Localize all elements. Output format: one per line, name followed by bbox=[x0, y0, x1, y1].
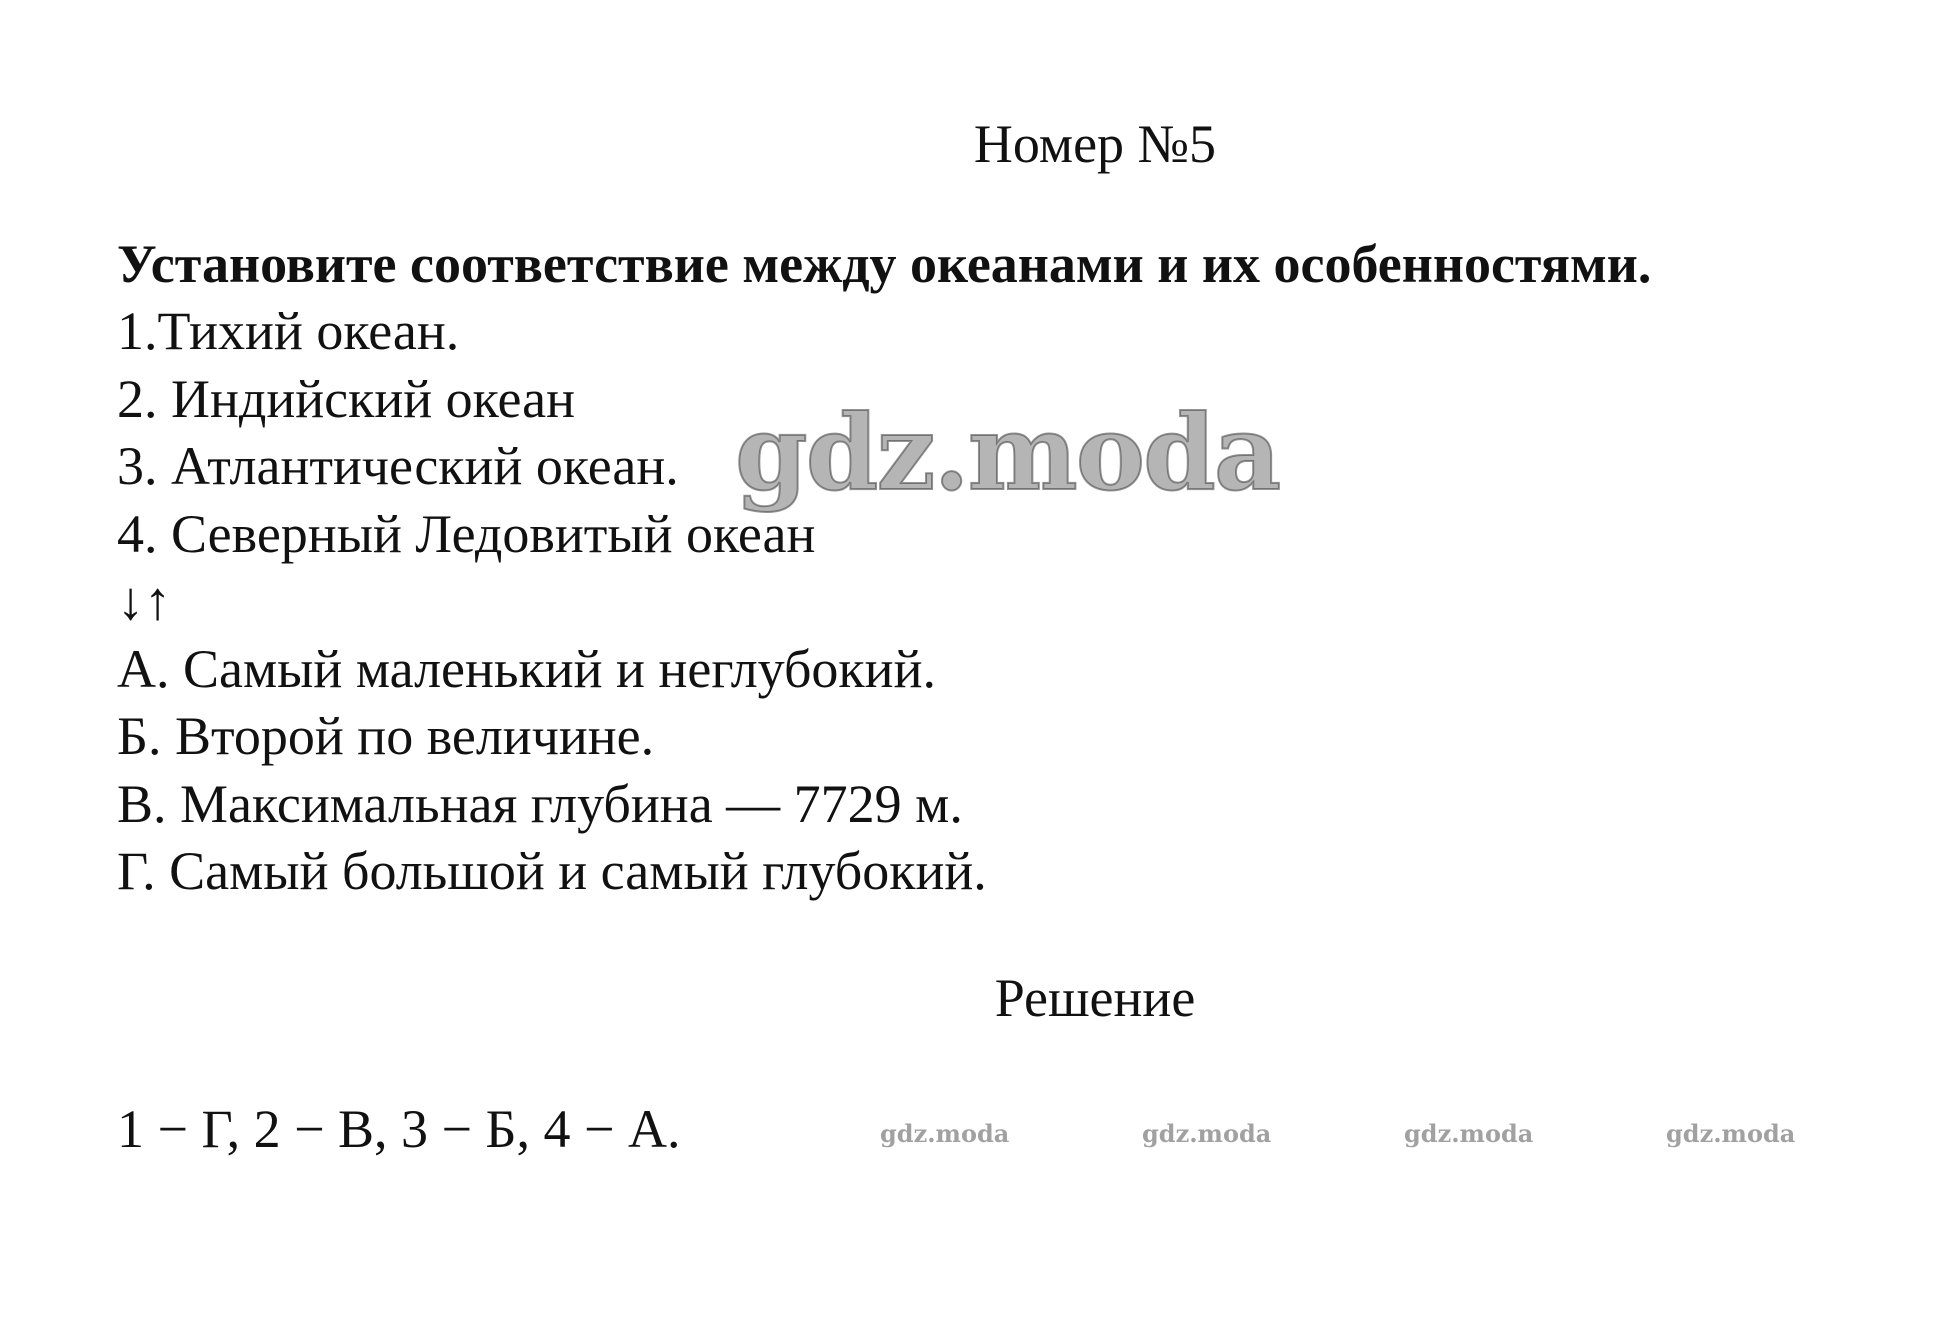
ocean-item-pacific: 1.Тихий океан. bbox=[117, 301, 460, 361]
page-title: Номер №5 bbox=[973, 114, 1217, 174]
ocean-item-atlantic: 3. Атлантический океан. bbox=[117, 436, 679, 496]
watermark-small: gdz.moda bbox=[880, 1119, 1010, 1148]
feature-item-b: Б. Второй по величине. bbox=[117, 706, 655, 766]
solution-answer: 1 − Г, 2 − В, 3 − Б, 4 − А. bbox=[117, 1099, 681, 1159]
watermark-small: gdz.moda bbox=[1404, 1119, 1534, 1148]
ocean-item-indian: 2. Индийский океан bbox=[117, 368, 576, 429]
feature-item-a: А. Самый маленький и неглубокий. bbox=[117, 638, 936, 699]
watermark-small: gdz.moda bbox=[1142, 1119, 1272, 1148]
feature-item-v: В. Максимальная глубина — 7729 м. bbox=[117, 773, 963, 834]
watermark-small: gdz.moda bbox=[1666, 1119, 1796, 1148]
task-block bbox=[117, 230, 1917, 906]
match-arrows: ↓↑ bbox=[117, 571, 171, 631]
task-question: Установите соответствие между океанами и их особенностями. bbox=[117, 234, 1652, 294]
ocean-item-arctic: 4. Северный Ледовитый океан bbox=[117, 503, 816, 564]
watermark-main: gdz.moda bbox=[735, 391, 1280, 514]
feature-item-g: Г. Самый большой и самый глубокий. bbox=[117, 841, 987, 901]
solution-title: Решение bbox=[994, 968, 1196, 1028]
